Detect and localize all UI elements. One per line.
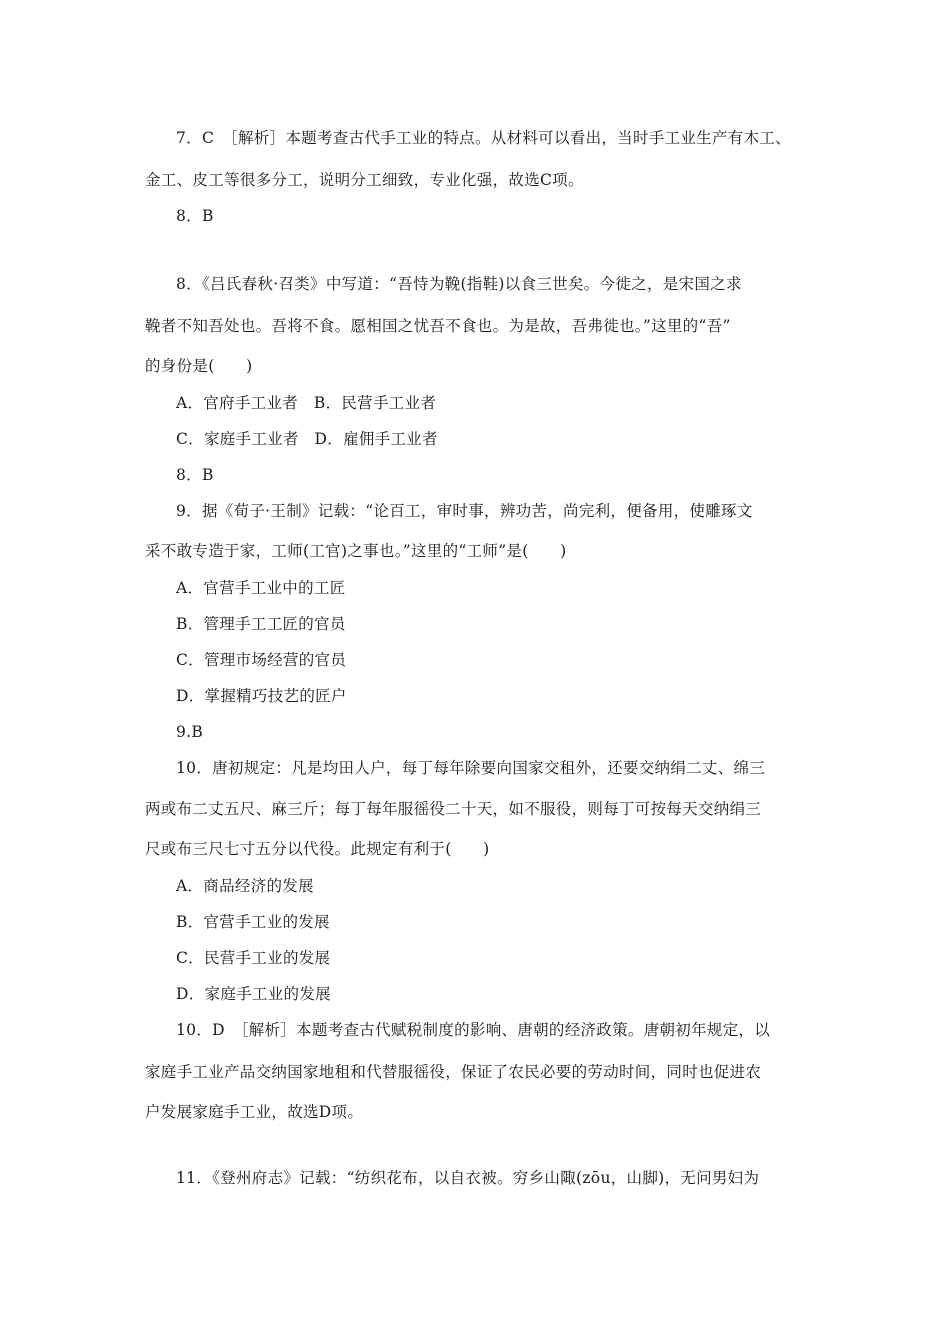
text-line: A．官营手工业中的工匠 <box>176 579 346 597</box>
text-line: 金工、皮工等很多分工，说明分工细致，专业化强，故选C项。 <box>145 171 584 189</box>
text-line: 户发展家庭手工业，故选D项。 <box>145 1103 364 1121</box>
text-line: A．官府手工业者 B．民营手工业者 <box>176 394 437 412</box>
text-line: C．民营手工业的发展 <box>176 949 331 967</box>
text-line: 尺或布三尺七寸五分以代役。此规定有利于( ) <box>145 840 490 858</box>
text-line: D．家庭手工业的发展 <box>176 985 331 1003</box>
text-line: 两或布二丈五尺、麻三斤；每丁每年服徭役二十天，如不服役，则每丁可按每天交纳绢三 <box>145 800 762 818</box>
text-line: 鞔者不知吾处也。吾将不食。愿相国之忧吾不食也。为是故，吾弗徙也。”这里的“吾” <box>145 317 731 335</box>
text-line: A．商品经济的发展 <box>176 877 314 895</box>
text-line: 的身份是( ) <box>145 357 253 375</box>
text-line: 8．《吕氏春秋·召类》中写道：“吾恃为鞔(指鞋)以食三世矣。今徙之，是宋国之求 <box>176 275 742 293</box>
text-line: B．官营手工业的发展 <box>176 913 330 931</box>
text-line: 10．唐初规定：凡是均田人户，每丁每年除要向国家交租外，还要交纳绢二丈、绵三 <box>176 759 766 777</box>
text-line: D．掌握精巧技艺的匠户 <box>176 687 347 705</box>
text-line: B．管理手工工匠的官员 <box>176 615 346 633</box>
text-line: 9．据《荀子·王制》记载：“论百工，审时事，辨功苦，尚完利，便备用，使雕琢文 <box>176 502 753 520</box>
text-line: C．家庭手工业者 D．雇佣手工业者 <box>176 430 438 448</box>
text-line: 11．《登州府志》记载：“纺织花布，以自衣被。穷乡山陬(zōu，山脚)，无问男妇为 <box>176 1169 760 1187</box>
text-line: 采不敢专造于家，工师(工官)之事也。”这里的“工师”是( ) <box>145 542 567 560</box>
text-line: C．管理市场经营的官员 <box>176 651 347 669</box>
text-line: 7．C ［解析］本题考查古代手工业的特点。从材料可以看出，当时手工业生产有木工、 <box>176 129 791 147</box>
text-line: 9.B <box>176 723 204 741</box>
text-line: 8．B <box>176 207 214 225</box>
text-line: 10．D ［解析］本题考查古代赋税制度的影响、唐朝的经济政策。唐朝初年规定，以 <box>176 1021 771 1039</box>
text-line: 家庭手工业产品交纳国家地租和代替服徭役，保证了农民必要的劳动时间，同时也促进农 <box>145 1063 762 1081</box>
text-line: 8．B <box>176 466 214 484</box>
